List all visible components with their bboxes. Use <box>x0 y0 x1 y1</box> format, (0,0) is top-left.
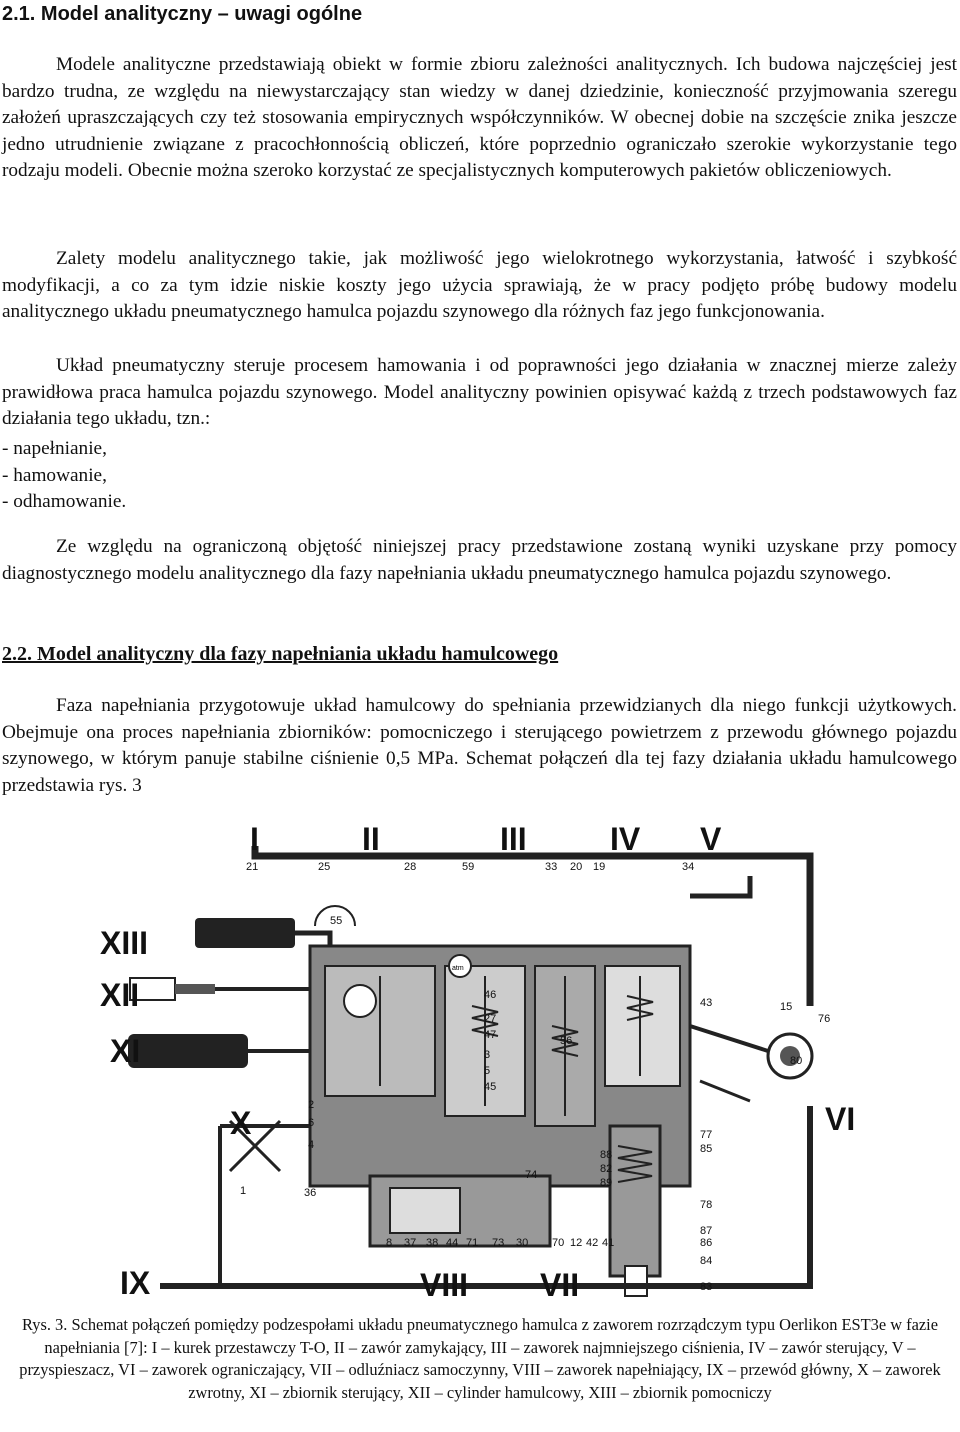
svg-text:38: 38 <box>426 1237 439 1249</box>
svg-text:1: 1 <box>240 1185 247 1197</box>
svg-text:5: 5 <box>484 1065 491 1077</box>
label-roman: IV <box>610 826 641 857</box>
svg-text:78: 78 <box>700 1199 713 1211</box>
svg-text:82: 82 <box>600 1163 613 1175</box>
svg-text:41: 41 <box>602 1237 615 1249</box>
svg-text:55: 55 <box>330 915 343 927</box>
svg-text:71: 71 <box>466 1237 479 1249</box>
svg-text:86: 86 <box>700 1237 713 1249</box>
svg-text:28: 28 <box>404 861 417 873</box>
list-item: - odhamowanie. <box>2 491 127 513</box>
svg-text:56: 56 <box>560 1035 573 1047</box>
paragraph-advantages: Zalety modelu analitycznego takie, jak możliwość jego wielokrotnego wykorzystania, łatwość i szybkość modyfikacji, a co za tym idzie niskie koszty jego użycia sprawiają, że w pracy podjęto próbę budowy modelu analitycznego układu pneumatycznego hamulca pojazdu szynowego dla różnych faz jego funkcjonowania. <box>2 248 957 323</box>
svg-text:44: 44 <box>446 1237 459 1249</box>
brake-schematic-figure <box>100 826 860 1306</box>
svg-text:45: 45 <box>484 1081 497 1093</box>
caption-text: Schemat połączeń pomiędzy podzespołami układu pneumatycznego hamulca z zaworem rozrządczym typu Oerlikon EST3e w fazie napełniania [7]: I – kurek przestawczy T-O, II – zawór zamykający, III – zaworek najmniejszego ciśnienia, IV – zawór sterujący, V – przyspieszacz, VI – zaworek ograniczający, VII – odluźniacz samoczynny, VIII – zaworek napełniający, IX – przewód główny, X – zaworek zwrotny, XI – zbiornik sterujący, XII – cylinder hamulcowy, XIII – zbiornik pomocniczy <box>19 1315 941 1402</box>
svg-text:89: 89 <box>600 1177 613 1189</box>
svg-text:25: 25 <box>318 861 331 873</box>
label-roman: XII <box>100 977 140 1013</box>
svg-text:8: 8 <box>386 1237 393 1249</box>
svg-text:atm: atm <box>452 965 464 972</box>
svg-text:3: 3 <box>484 1049 491 1061</box>
svg-text:30: 30 <box>516 1237 529 1249</box>
svg-text:80: 80 <box>790 1055 803 1067</box>
label-roman: XI <box>110 1033 141 1069</box>
svg-text:4: 4 <box>308 1139 315 1151</box>
svg-text:84: 84 <box>700 1255 713 1267</box>
svg-text:42: 42 <box>586 1237 599 1249</box>
svg-text:88: 88 <box>600 1149 613 1161</box>
label-roman: IX <box>120 1265 151 1301</box>
svg-text:83: 83 <box>700 1281 713 1293</box>
svg-text:15: 15 <box>780 1001 793 1013</box>
section-heading-2-1: 2.1. Model analityczny – uwagi ogólne <box>2 3 363 25</box>
gauge-icon <box>344 985 376 1017</box>
label-roman: XIII <box>100 925 149 961</box>
label-roman: III <box>500 826 527 857</box>
svg-text:43: 43 <box>700 997 713 1009</box>
svg-text:76: 76 <box>818 1013 831 1025</box>
svg-text:77: 77 <box>700 1129 713 1141</box>
caption-label: Rys. 3. <box>22 1315 68 1334</box>
svg-text:19: 19 <box>593 861 606 873</box>
svg-text:37: 37 <box>404 1237 417 1249</box>
svg-text:47: 47 <box>484 1029 497 1041</box>
label-roman: VIII <box>420 1267 469 1303</box>
list-item: - hamowanie, <box>2 464 107 486</box>
paragraph-pneumatic: Układ pneumatyczny steruje procesem hamowania i od poprawności jego działania w znacznej mierze zależy prawidłowa praca hamulca pojazdu szynowego. Model analityczny powinien opisywać każdą z trzech podstawowych faz działania tego układu, tzn.: <box>2 355 957 430</box>
svg-text:46: 46 <box>484 989 497 1001</box>
svg-text:6: 6 <box>308 1117 315 1129</box>
svg-text:73: 73 <box>492 1237 505 1249</box>
svg-text:85: 85 <box>700 1143 713 1155</box>
paragraph-closing: Ze względu na ograniczoną objętość niniejszej pracy przedstawione zostaną wyniki uzyskane przy pomocy diagnostycznego modelu analitycznego dla fazy napełniania układu pneumatycznego hamulca pojazdu szynowego. <box>2 536 957 584</box>
svg-text:33: 33 <box>545 861 558 873</box>
svg-text:74: 74 <box>525 1169 538 1181</box>
paragraph-filling-phase: Faza napełniania przygotowuje układ hamulcowy do spełniania przewidzianych dla niego funkcji użytkowych. Obejmuje ona proces napełniania zbiorników: pomocniczego i sterującego powietrzem z przewodu głównego pojazdu szynowego, w którym panuje stabilne ciśnienie 0,5 MPa. Schemat połączeń dla tej fazy działania układu hamulcowego przedstawia rys. 3 <box>2 695 957 796</box>
svg-text:20: 20 <box>570 861 583 873</box>
svg-text:59: 59 <box>462 861 475 873</box>
pipe-right-upper <box>690 876 750 896</box>
label-roman: I <box>250 826 259 857</box>
svg-text:70: 70 <box>552 1237 565 1249</box>
figure-caption <box>0 1314 960 1404</box>
label-roman: VI <box>825 1101 856 1137</box>
svg-text:27: 27 <box>484 1013 497 1025</box>
svg-text:12: 12 <box>570 1237 583 1249</box>
label-roman: V <box>700 826 722 857</box>
label-roman: II <box>362 826 380 857</box>
svg-text:2: 2 <box>308 1099 315 1111</box>
paragraph-intro: Modele analityczne przedstawiają obiekt w formie zbioru zależności analitycznych. Ich budowa najczęściej jest bardzo trudna, ze względu na niewystarczający stan wiedzy w danej dziedzinie, konieczność przyjmowania szeregu założeń upraszczających czy też stosowania empirycznych współczynników. W obecnej dobie na szczęście znika jeszcze jedno utrudnienie związane z pracochłonnością obliczeń, które poprzednio ograniczało szerokie wykorzystanie tego rodzaju modeli. Obecnie można szeroko korzystać ze specjalistycznych komputerowych pakietów obliczeniowych. <box>2 54 957 182</box>
phase-list <box>2 436 402 516</box>
svg-text:87: 87 <box>700 1225 713 1237</box>
label-roman: VII <box>540 1267 580 1303</box>
svg-text:36: 36 <box>304 1187 317 1199</box>
control-reservoir <box>128 1034 248 1068</box>
svg-text:34: 34 <box>682 861 695 873</box>
list-item: - napełnianie, <box>2 438 107 459</box>
label-roman: X <box>230 1105 252 1141</box>
section-heading-2-2: 2.2. Model analityczny dla fazy napełniania układu hamulcowego <box>2 643 559 665</box>
svg-text:21: 21 <box>246 861 259 873</box>
auxiliary-reservoir <box>195 918 295 948</box>
